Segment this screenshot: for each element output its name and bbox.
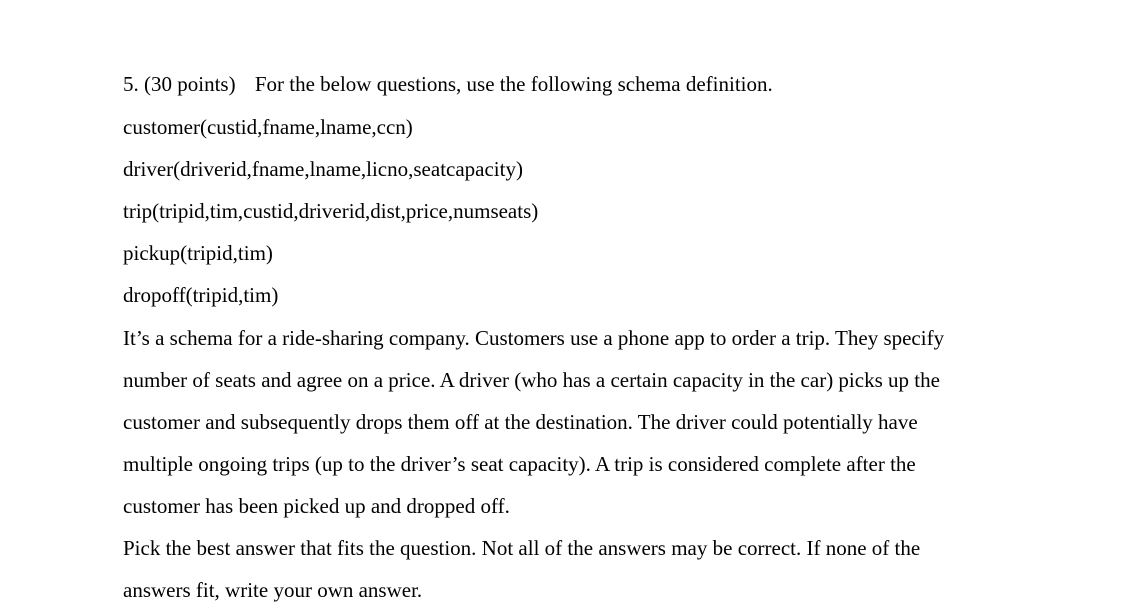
schema-driver: driver(driverid,fname,lname,licno,seatcapacity) [123,157,523,181]
question-number: 5. [123,72,139,96]
description-line: number of seats and agree on a price. A driver (who has a certain capacity in the car) picks up the [123,368,940,392]
description-line: customer has been picked up and dropped off. [123,494,510,518]
schema-pickup: pickup(tripid,tim) [123,241,273,265]
schema-dropoff: dropoff(tripid,tim) [123,283,279,307]
question-intro: For the below questions, use the following schema definition. [254,72,773,96]
question-heading [123,71,773,97]
description-line: It’s a schema for a ride-sharing company. Customers use a phone app to order a trip. They specify [123,326,945,350]
question-points: (30 points) [144,72,236,96]
schema-trip: trip(tripid,tim,custid,driverid,dist,price,numseats) [123,199,539,223]
description-line: multiple ongoing trips (up to the driver’s seat capacity). A trip is considered complete after the [123,452,916,476]
instruction-line: Pick the best answer that fits the question. Not all of the answers may be correct. If none of the [123,536,921,560]
instruction-line: answers fit, write your own answer. [123,578,423,602]
schema-customer: customer(custid,fname,lname,ccn) [123,115,413,139]
description-line: customer and subsequently drops them off at the destination. The driver could potentially have [123,410,918,434]
